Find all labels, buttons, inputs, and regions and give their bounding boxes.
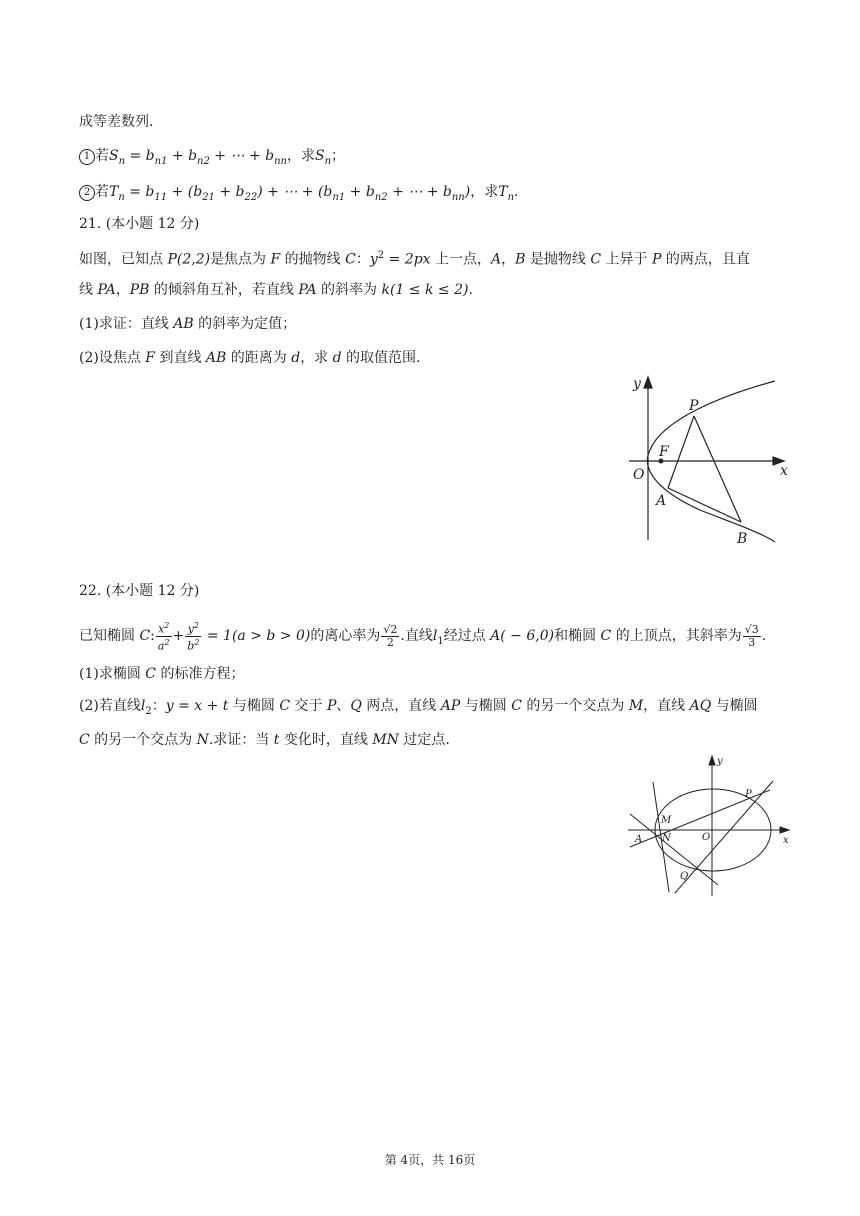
- q21-parabola-figure: [620, 368, 795, 550]
- fraction-y2-b2: $\frac{y^2}{b^2}$: [187, 621, 200, 653]
- label-P: P: [689, 398, 699, 414]
- q22-ellipse-figure: [624, 752, 794, 900]
- label-x: x: [783, 835, 789, 846]
- label-P: P: [745, 789, 752, 800]
- continuation-text: 成等差数列.: [79, 114, 154, 130]
- label-N: N: [662, 833, 671, 844]
- label-F: F: [659, 444, 669, 460]
- label-x: x: [780, 463, 788, 479]
- label-y: y: [633, 376, 641, 392]
- q22-header: 22. (本小题 12 分): [79, 583, 200, 599]
- page-footer: 第 4页，共 16页: [384, 1153, 476, 1167]
- q21-header: 21. (本小题 12 分): [79, 216, 200, 232]
- y-axis-arrow: [644, 377, 652, 388]
- fraction-x2-a2: $\frac{x^2}{a^2}$: [157, 621, 170, 653]
- segment-PB: [694, 416, 741, 522]
- line-AQ: [630, 814, 718, 885]
- sub-item-1: 1 若$S_n = b_{n1} + b_{n2}$ + ⋯ + $b_{nn}$，求$S_n$；: [79, 146, 345, 172]
- q22-part2-line1: (2)若直线$l_2$：y = x + t 与椭圆 C 交于 P、Q 两点，直线 AP 与椭圆 C 的另一个交点为 M，直线 AQ 与椭圆: [79, 698, 758, 717]
- y-axis-arrow: [709, 756, 715, 765]
- q22-part1: (1)求椭圆 C 的标准方程；: [79, 666, 245, 682]
- label-B: B: [737, 531, 748, 547]
- circled-number-1: 1: [79, 149, 95, 165]
- q21-stem-line1: 如图，已知点 P(2,2)是焦点为 F 的抛物线 C：$y^2 = 2px$ 上一点，A，B 是抛物线 C 上异于 P 的两点，且直: [79, 250, 750, 268]
- x-axis-arrow: [780, 827, 789, 833]
- label-A: A: [656, 493, 667, 509]
- circled-number-2: 2: [79, 185, 95, 201]
- label-Q: Q: [680, 871, 689, 882]
- q21-part1: (1)求证：直线 AB 的斜率为定值；: [79, 316, 297, 332]
- label-O: O: [633, 467, 645, 483]
- fraction-sqrt3-3: $\frac{√3}{3}$: [744, 622, 759, 649]
- q21-part2: (2)设焦点 F 到直线 AB 的距离为 d，求 d 的取值范围.: [79, 350, 421, 366]
- segment-AB: [668, 488, 741, 522]
- line-l2: [675, 781, 773, 893]
- label-y: y: [717, 756, 723, 767]
- q22-stem: 已知椭圆 C: $\frac{x^2}{a^2}$ + $\frac{y^2}{b^2}$ = 1(a > b > 0)的离心率为 $\frac{√2}{2}$ .直线$l_1$经过点 A( − 6,0)和椭圆 C 的上顶点，其斜率为 $\frac{√3}{3}$ .: [79, 621, 767, 653]
- q22-part2-line2: C 的另一个交点为 N.求证：当 t 变化时，直线 MN 过定点.: [79, 732, 450, 748]
- label-M: M: [661, 815, 672, 826]
- segment-PA: [668, 416, 694, 488]
- sub-item-2: 2 若$T_n = b_{11} + (b_{21} + b_{22})$ + ⋯ + ($b_{n1} + b_{n2}$ + ⋯ + $b_{nn}$)，求$T_n$.: [79, 182, 518, 208]
- q21-stem-line2: 线 PA，PB 的倾斜角互补，若直线 PA 的斜率为 k(1 ≤ k ≤ 2).: [79, 282, 473, 298]
- label-A: A: [635, 834, 643, 845]
- label-O: O: [702, 832, 711, 843]
- fraction-sqrt2-2: $\frac{√2}{2}$: [383, 622, 398, 649]
